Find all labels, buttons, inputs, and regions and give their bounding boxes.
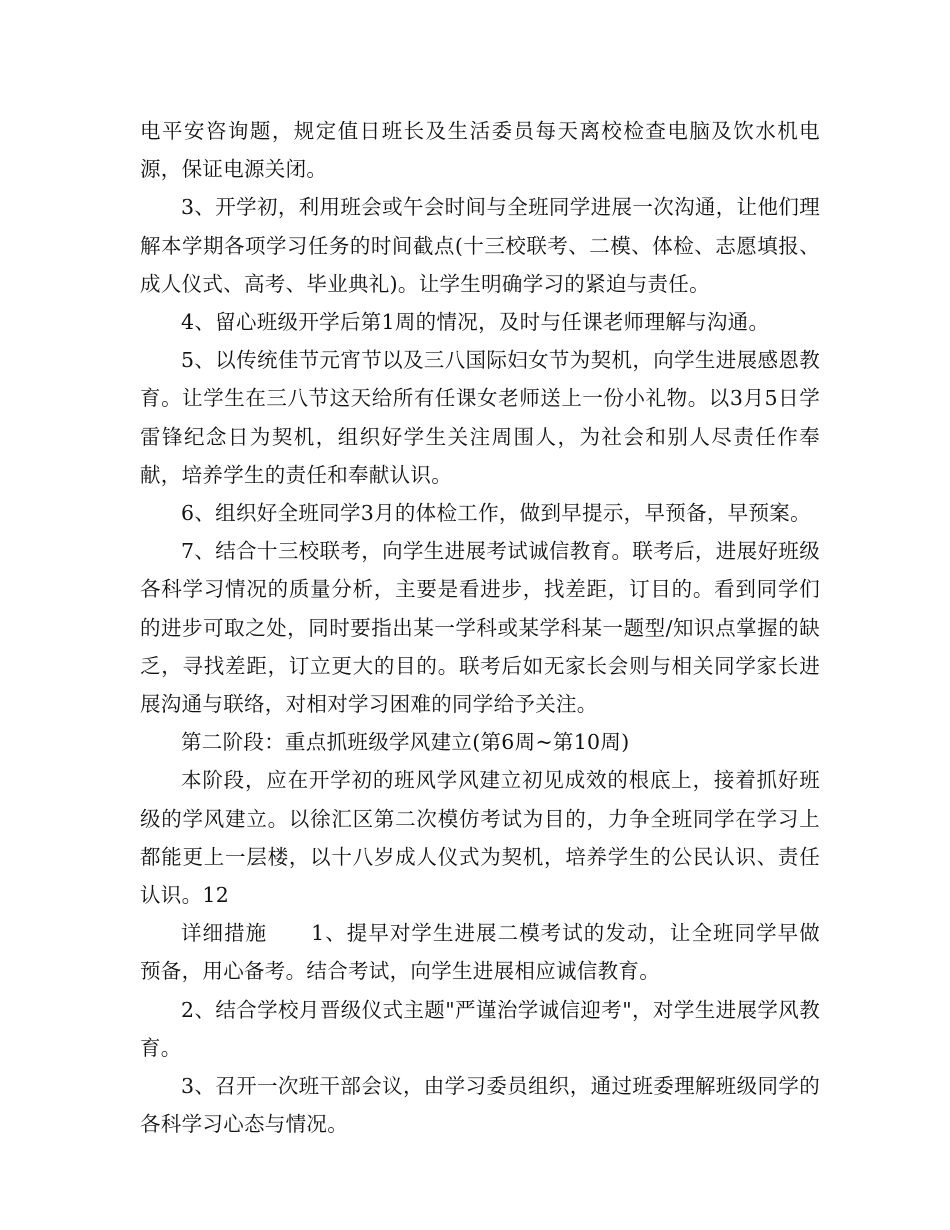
paragraph: 3、召开一次班干部会议，由学习委员组织，通过班委理解班级同学的各科学习心态与情况。 [140, 1074, 820, 1137]
paragraph: 6、组织好全班同学3月的体检工作，做到早提示，早预备，早预案。 [181, 501, 811, 526]
measures-paragraph [140, 914, 820, 990]
paragraph: 4、留心班级开学后第1周的情况，及时与任课老师理解与沟通。 [181, 310, 770, 335]
measures-text: 1、提早对学生进展二模考试的发动，让全班同学早做预备，用心备考。结合考试，向学生进展相应诚信教育。 [140, 921, 820, 984]
paragraph: 3、开学初，利用班会或午会时间与全班同学进展一次沟通，让他们理解本学期各项学习任务的时间截点(十三校联考、二模、体检、志愿填报、成人仪式、高考、毕业典礼)。让学生明确学习的紧迫与责任。 [140, 195, 820, 296]
document-body [140, 112, 820, 1143]
measures-label: 详细措施 [181, 921, 268, 946]
paragraph: 2、结合学校月晋级仪式主题"严谨治学诚信迎考"，对学生进展学风教育。 [140, 997, 820, 1060]
paragraph: 7、结合十三校联考，向学生进展考试诚信教育。联考后，进展好班级各科学习情况的质量分析，主要是看进步，找差距，订目的。看到同学们的进步可取之处，同时要指出某一学科或某学科某一题型/知识点掌握的缺乏，寻找差距，订立更大的目的。联考后如无家长会则与相关同学家长进展沟通与联络，对相对学习困难的同学给予关注。 [140, 539, 820, 717]
paragraph: 5、以传统佳节元宵节以及三八国际妇女节为契机，向学生进展感恩教育。让学生在三八节这天给所有任课女老师送上一份小礼物。以3月5日学雷锋纪念日为契机，组织好学生关注周围人，为社会和别人尽责任作奉献，培养学生的责任和奉献认识。 [140, 348, 820, 487]
section-heading: 第二阶段：重点抓班级学风建立(第6周~第10周) [181, 730, 630, 755]
paragraph: 本阶段，应在开学初的班风学风建立初见成效的根底上，接着抓好班级的学风建立。以徐汇区第二次模仿考试为目的，力争全班同学在学习上都能更上一层楼，以十八岁成人仪式为契机，培养学生的公民认识、责任认识。12 [140, 768, 820, 908]
paragraph: 电平安咨询题，规定值日班长及生活委员每天离校检查电脑及饮水机电源，保证电源关闭。 [140, 119, 820, 182]
